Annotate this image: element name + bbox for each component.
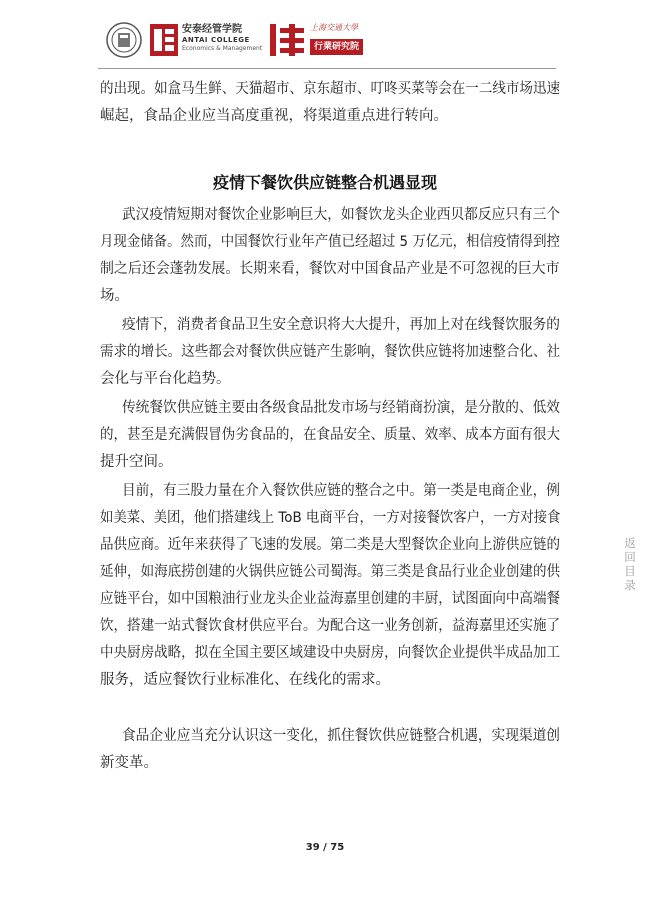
header-divider bbox=[98, 68, 556, 69]
institute-name bbox=[310, 22, 382, 58]
body-line: 服务，适应餐饮行业标准化、在线化的需求。 bbox=[100, 672, 390, 688]
college-name-subtitle: Economics & Management bbox=[182, 45, 263, 52]
body-line: 的出现。如盒马生鲜、天猫超市、京东超市、叮咚买菜等会在一二线市场迅速 bbox=[100, 81, 560, 97]
body-line: 品供应商。近年来获得了飞速的发展。第二类是大型餐饮企业向上游供应链的 bbox=[100, 537, 560, 553]
body-line: 需求的增长。这些都会对餐饮供应链产生影响，餐饮供应链将加速整合化、社 bbox=[100, 344, 560, 360]
body-line: 提升空间。 bbox=[100, 454, 173, 470]
body-line: 饮，搭建一站式餐饮食材供应平台。为配合这一业务创新，益海嘉里还实施了 bbox=[100, 618, 560, 634]
body-line: 目前，有三股力量在介入餐饮供应链的整合之中。第一类是电商企业，例 bbox=[122, 483, 560, 499]
section-title: 疫情下餐饮供应链整合机遇显现 bbox=[212, 173, 437, 192]
body-line: 月现金储备。然而，中国餐饮行业年产值已经超过 5 万亿元，相信疫情得到控 bbox=[100, 234, 560, 250]
body-line: 会化与平台化趋势。 bbox=[100, 371, 231, 387]
body-line: 应链平台，如中国粮油行业龙头企业益海嘉里创建的丰厨，试图面向中高端餐 bbox=[100, 591, 560, 607]
university-script: 上海交通大學 bbox=[310, 23, 358, 32]
body-line: 场。 bbox=[100, 288, 129, 304]
back-to-toc-link[interactable]: 返回目录 bbox=[624, 536, 636, 592]
body-line: 疫情下，消费者食品卫生安全意识将大大提升，再加上对在线餐饮服务的 bbox=[122, 317, 560, 333]
body-line: 延伸，如海底捞创建的火锅供应链公司蜀海。第三类是食品行业企业创建的供 bbox=[100, 564, 560, 580]
acem-logo-icon bbox=[150, 24, 178, 56]
college-name bbox=[182, 24, 262, 58]
institute-badge: 行業研究院 bbox=[310, 39, 363, 55]
page-header bbox=[100, 18, 560, 62]
body-line: 新变革。 bbox=[100, 755, 158, 771]
college-name-cn: 安泰经管学院 bbox=[182, 24, 242, 35]
page-number: 39 / 75 bbox=[305, 842, 345, 853]
body-line: 的，甚至是充满假冒伪劣食品的，在食品安全、质量、效率、成本方面有很大 bbox=[100, 427, 560, 443]
body-line: 如美菜、美团，他们搭建线上 ToB 电商平台，一方对接餐饮客户，一方对接食 bbox=[100, 510, 561, 526]
body-line: 传统餐饮供应链主要由各级食品批发市场与经销商扮演，是分散的、低效 bbox=[122, 400, 560, 416]
institute-logo-icon bbox=[268, 22, 306, 58]
university-seal-icon bbox=[106, 22, 142, 58]
body-line: 制之后还会蓬勃发展。长期来看，餐饮对中国食品产业是不可忽视的巨大市 bbox=[100, 261, 560, 277]
body-line: 中央厨房战略，拟在全国主要区域建设中央厨房，向餐饮企业提供半成品加工 bbox=[100, 645, 560, 661]
college-name-en: ANTAI COLLEGE bbox=[182, 36, 250, 44]
body-line: 武汉疫情短期对餐饮企业影响巨大，如餐饮龙头企业西贝都反应只有三个 bbox=[122, 207, 560, 223]
body-line: 崛起，食品企业应当高度重视，将渠道重点进行转向。 bbox=[100, 108, 448, 124]
body-line: 食品企业应当充分认识这一变化，抓住餐饮供应链整合机遇，实现渠道创 bbox=[122, 728, 560, 744]
